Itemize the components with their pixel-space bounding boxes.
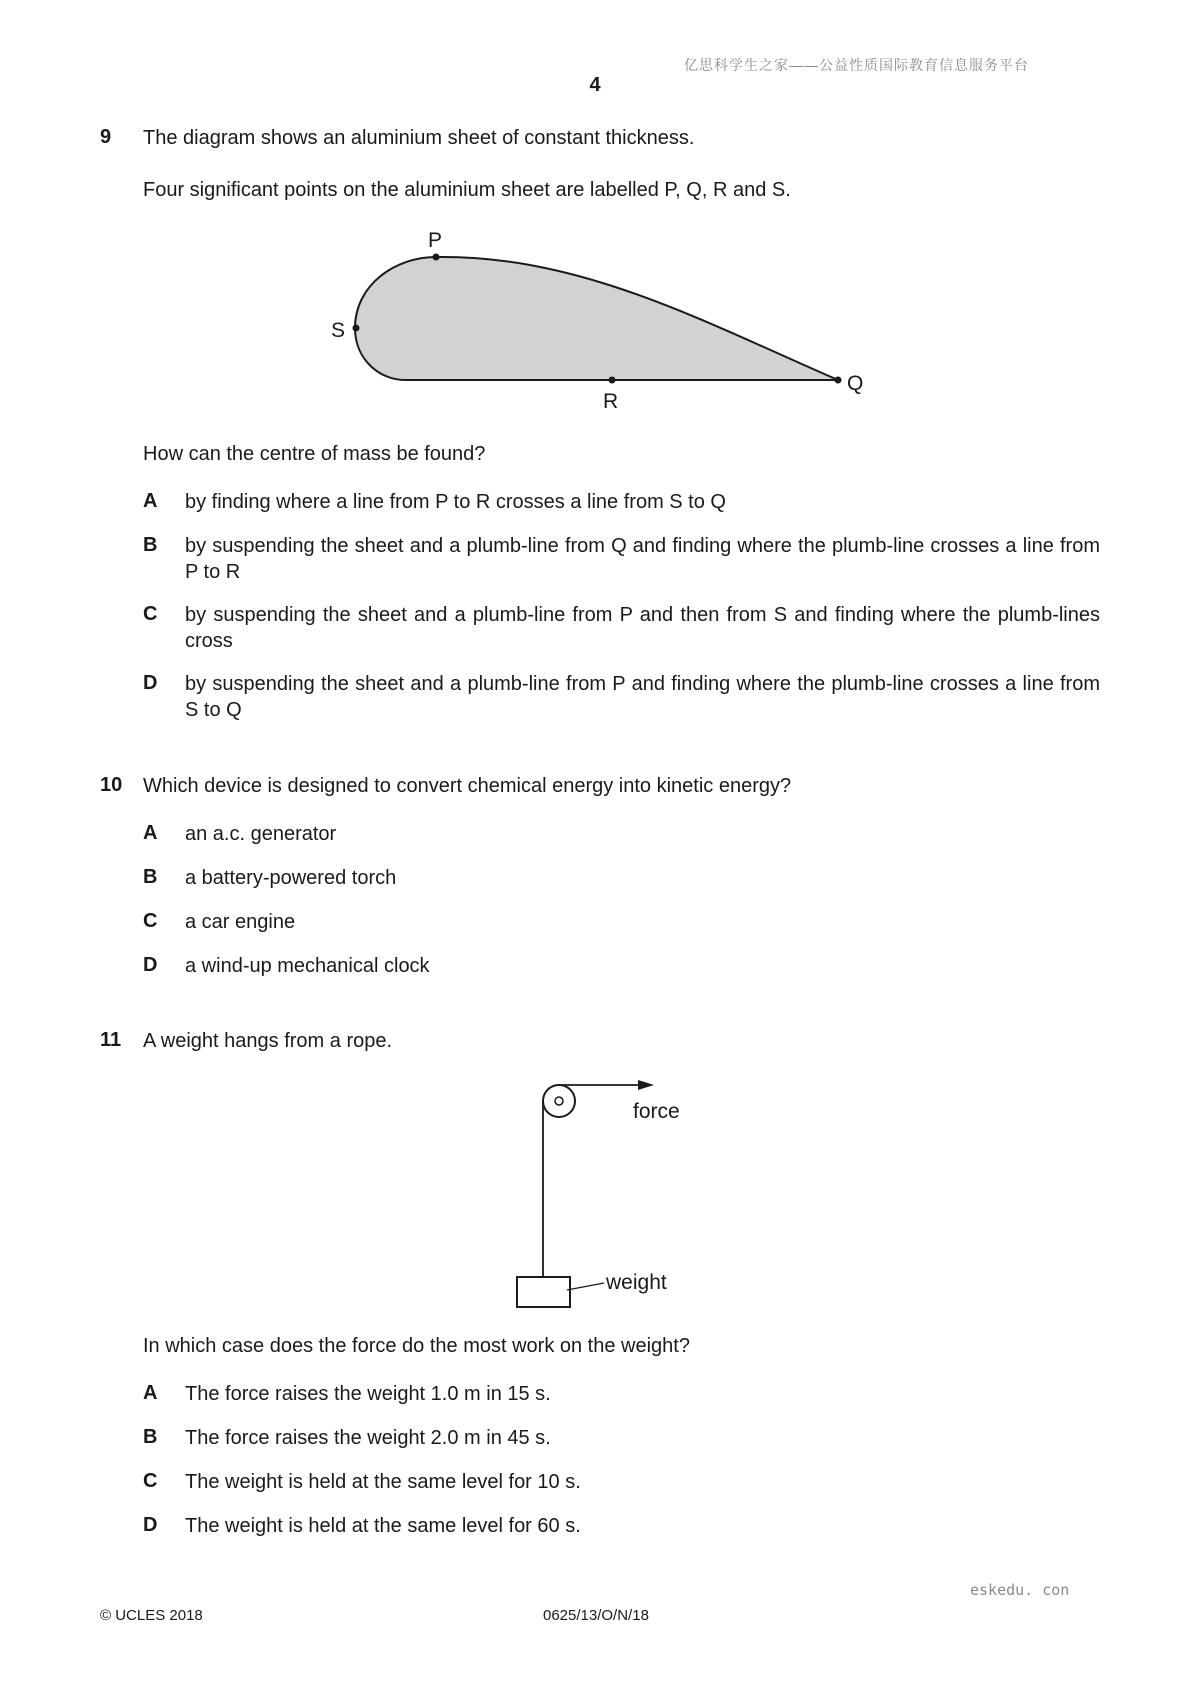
q9-option-b-text: by suspending the sheet and a plumb-line from Q and finding where the plumb-line crosses a line from P to R (185, 535, 1100, 583)
point-p-dot (433, 254, 440, 261)
point-r-dot (609, 377, 616, 384)
label-q: Q (847, 372, 864, 395)
q11-option-c-text: The weight is held at the same level for 10 s. (185, 1471, 581, 1493)
question-9-intro-2: Four significant points on the aluminium sheet are labelled P, Q, R and S. (143, 179, 791, 201)
q10-option-d-letter: D (143, 954, 158, 976)
question-9-intro-1: The diagram shows an aluminium sheet of constant thickness. (143, 127, 695, 149)
label-p: P (428, 229, 443, 252)
question-11-intro: A weight hangs from a rope. (143, 1030, 393, 1052)
q10-option-b-text: a battery-powered torch (185, 867, 397, 889)
q11-option-b-text: The force raises the weight 2.0 m in 45 s. (185, 1427, 551, 1449)
point-s-dot (353, 325, 360, 332)
q11-option-b-letter: B (143, 1426, 158, 1448)
q9-option-c-letter: C (143, 603, 158, 625)
q10-option-b-letter: B (143, 866, 158, 888)
q9-option-d-letter: D (143, 672, 158, 694)
q10-option-c-letter: C (143, 910, 158, 932)
q10-option-a-letter: A (143, 822, 158, 844)
footer-copyright: © UCLES 2018 (100, 1607, 203, 1624)
question-11-number: 11 (100, 1029, 122, 1051)
label-s: S (331, 319, 346, 342)
q10-option-a-text: an a.c. generator (185, 823, 337, 845)
q10-option-c-text: a car engine (185, 911, 296, 933)
footer-site-watermark: eskedu. con (970, 1581, 1070, 1599)
question-9-prompt: How can the centre of mass be found? (143, 443, 486, 465)
q11-option-d-letter: D (143, 1514, 158, 1536)
q11-option-a-text: The force raises the weight 1.0 m in 15 s. (185, 1383, 551, 1405)
footer-paper-code: 0625/13/O/N/18 (543, 1607, 649, 1624)
question-10-prompt: Which device is designed to convert chemical energy into kinetic energy? (143, 775, 792, 797)
aluminium-sheet (355, 257, 838, 380)
question-9-number: 9 (100, 126, 112, 148)
q9-option-d-text: by suspending the sheet and a plumb-line from P and finding where the plumb-line crosses a line from S to Q (185, 673, 1100, 721)
q9-option-a-text: by finding where a line from P to R crosses a line from S to Q (185, 491, 726, 513)
question-11-prompt: In which case does the force do the most work on the weight? (143, 1335, 690, 1357)
label-force: force (633, 1100, 680, 1123)
label-r: R (603, 390, 619, 413)
q10-option-d-text: a wind-up mechanical clock (185, 955, 430, 977)
point-q-dot (835, 377, 842, 384)
q11-option-d-text: The weight is held at the same level for 60 s. (185, 1515, 581, 1537)
q11-option-a-letter: A (143, 1382, 158, 1404)
q9-option-c-text: by suspending the sheet and a plumb-line from P and then from S and finding where the plumb-lines cross (185, 604, 1100, 652)
q9-option-a-letter: A (143, 490, 158, 512)
label-weight: weight (606, 1271, 667, 1294)
page-number: 4 (589, 74, 601, 96)
question-10-number: 10 (100, 774, 123, 796)
q9-option-b-letter: B (143, 534, 158, 556)
watermark-text: 亿思科学生之家——公益性质国际教育信息服务平台 (684, 57, 1029, 73)
q11-option-c-letter: C (143, 1470, 158, 1492)
